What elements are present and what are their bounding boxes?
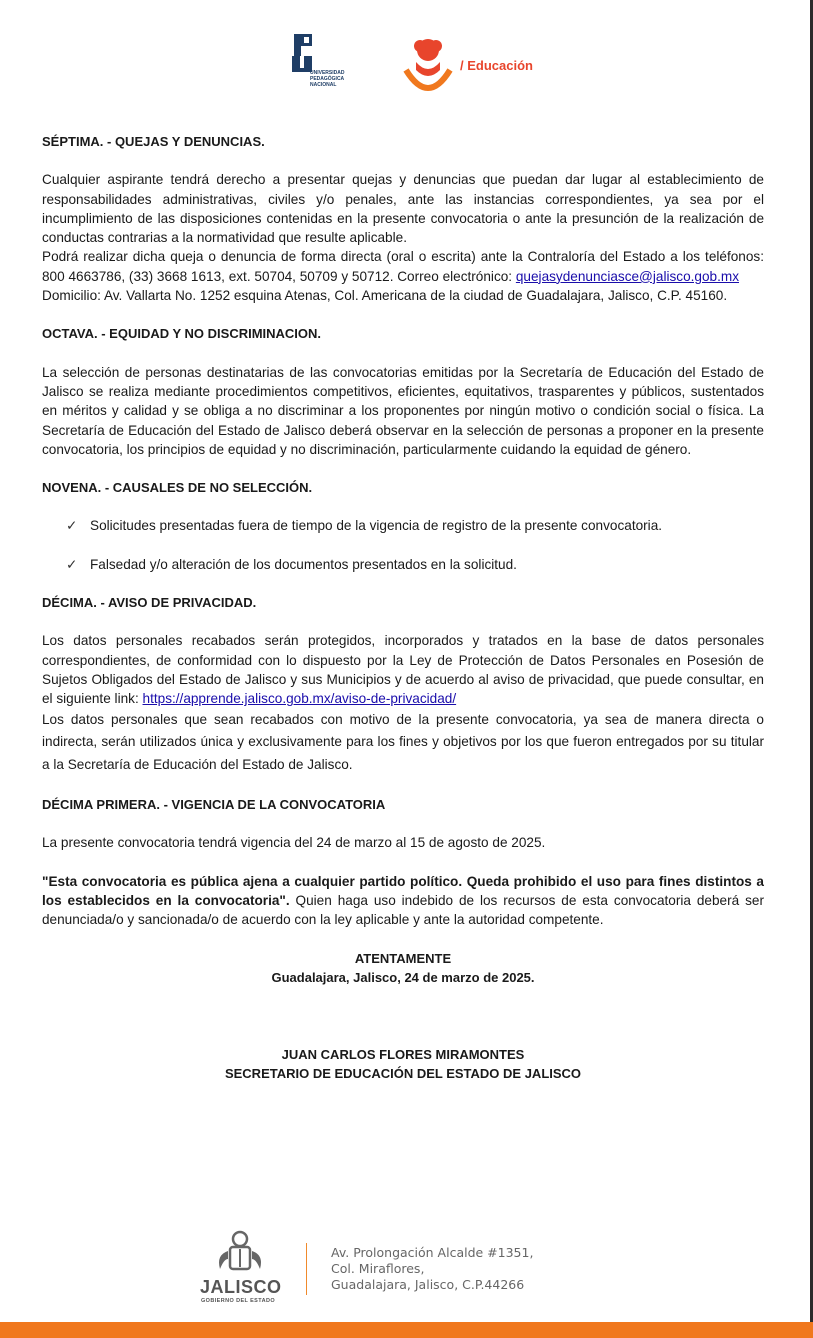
septima-contact-text: Podrá realizar dicha queja o denuncia de forma directa (oral o escrita) ante la Contraloría del Estado a los teléfonos: 800 4663786, (33) 3668 1613, ext. 50704, 50709 y 50712. Correo electrónico:: [42, 249, 764, 284]
jalisco-wordmark: JALISCO: [200, 1277, 282, 1297]
decima-paragraph-2: Los datos personales que sean recabados con motivo de la presente convocatoria, ya sea de manera directa o indirecta, serán utilizados única y exclusivamente para los fines y objetivos por los que fueron entregados por su titular a la Secretaría de Educación del Estado de Jalisco.: [42, 711, 764, 772]
closing-atentamente: ATENTAMENTE: [354, 950, 452, 966]
public-notice-paragraph: [42, 872, 764, 930]
closing-place-date: Guadalajara, Jalisco, 24 de marzo de 2025.: [271, 969, 535, 985]
section-title-decima-primera: DÉCIMA PRIMERA. - VIGENCIA DE LA CONVOCATORIA: [42, 797, 386, 813]
public-notice-bold: "Esta convocatoria es pública ajena a cualquier partido político. Queda prohibido el uso para fines distintos a los establecidos en la convocatoria".: [42, 873, 764, 908]
check-icon: ✓: [66, 518, 78, 534]
document-body: [42, 132, 764, 1084]
signer-title: SECRETARIO DE EDUCACIÓN DEL ESTADO DE JALISCO: [224, 1066, 582, 1082]
septima-paragraph-2: [42, 247, 764, 286]
list-item-text: Solicitudes presentadas fuera de tiempo de la vigencia de registro de la presente convocatoria.: [90, 518, 663, 534]
signer-name: JUAN CARLOS FLORES MIRAMONTES: [281, 1047, 525, 1063]
list-item: [66, 555, 764, 574]
complaints-email-link[interactable]: quejasydenunciasce@jalisco.gob.mx: [515, 268, 739, 284]
footer-divider: [306, 1243, 307, 1295]
septima-paragraph-3: Domicilio: Av. Vallarta No. 1252 esquina Atenas, Col. Americana de la ciudad de Guadalajara, Jalisco, C.P. 45160.: [42, 288, 728, 304]
list-item-text: Falsedad y/o alteración de los documentos presentados en la solicitud.: [90, 556, 517, 572]
decima-privacy-text: Los datos personales recabados serán protegidos, incorporados y tratados en la base de datos personales correspondientes, de conformidad con lo dispuesto por la Ley de Protección de Datos Personales en Posesión de Sujetos Obligados del Estado de Jalisco y sus Municipios y de acuerdo al aviso de privacidad, que puede consultar, en el siguiente link:: [42, 633, 764, 707]
education-label: / Educación: [460, 58, 533, 73]
address-line: Guadalajara, Jalisco, C.P.44266: [331, 1277, 525, 1292]
address-line: Col. Miraflores,: [331, 1261, 425, 1276]
footer-address: [331, 1245, 533, 1293]
header: [0, 30, 813, 100]
privacy-notice-link[interactable]: https://apprende.jalisco.gob.mx/aviso-de-privacidad/: [142, 691, 457, 707]
address-line: Av. Prolongación Alcalde #1351,: [331, 1245, 534, 1260]
section-title-octava: OCTAVA. - EQUIDAD Y NO DISCRIMINACION.: [42, 326, 322, 342]
section-title-decima: DÉCIMA. - AVISO DE PRIVACIDAD.: [42, 595, 257, 611]
jalisco-subtitle: GOBIERNO DEL ESTADO: [201, 1298, 276, 1304]
octava-paragraph-1: La selección de personas destinatarias de las convocatorias emitidas por la Secretaría de Educación del Estado de Jalisco se realiza mediante procedimientos competitivos, eficientes, equitativos, trasparentes y públicos, sustentados en méritos y calidad y se obliga a no discriminar a los proponentes por ningún motivo o condición social o física. La Secretaría de Educación del Estado de Jalisco deberá observar en la selección de personas a proponer en la presente convocatoria, los principios de equidad y no discriminación, particularmente cuidando la equidad de género.: [42, 364, 764, 457]
footer: [0, 1225, 813, 1315]
section-title-novena: NOVENA. - CAUSALES DE NO SELECCIÓN.: [42, 480, 313, 496]
public-notice-rest: Quien haga uso indebido de los recursos de esta convocatoria deberá ser denunciada/o y sancionada/o de acuerdo con la ley aplicable y ante la autoridad competente.: [42, 892, 764, 928]
bottom-orange-bar: [0, 1322, 813, 1338]
upn-logo-text: UNIVERSIDAD PEDAGÓGICA NACIONAL: [310, 70, 345, 88]
septima-paragraph-1: Cualquier aspirante tendrá derecho a presentar quejas y denuncias que puedan dar lugar al establecimiento de responsabilidades administrativas, civiles y/o penales, ante las instancias correspondientes, ya sea por el incumplimiento de las disposiciones contenidas en la presente convocatoria o ante la presunción de la realización de conductas contrarias a la normatividad que resulte aplicable.: [42, 172, 764, 246]
decima-paragraph-1: [42, 631, 764, 708]
check-icon: ✓: [66, 556, 78, 572]
vigencia-paragraph: La presente convocatoria tendrá vigencia del 24 de marzo al 15 de agosto de 2025.: [42, 835, 546, 851]
upn-logo: [292, 34, 362, 94]
section-title-septima: SÉPTIMA. - QUEJAS Y DENUNCIAS.: [42, 134, 265, 149]
jalisco-seal-icon: [210, 1229, 270, 1277]
education-logo-icon: [398, 36, 458, 96]
list-item: [66, 516, 764, 535]
